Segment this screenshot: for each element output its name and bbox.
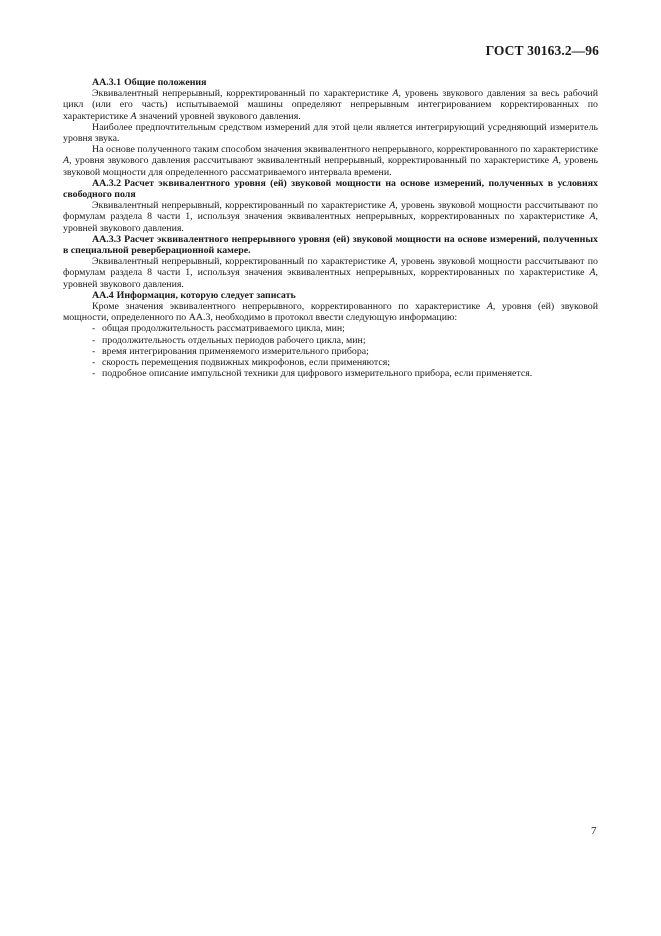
- document-header: ГОСТ 30163.2—96: [485, 43, 599, 58]
- list-dash: -: [92, 323, 96, 335]
- section-number: АА.3.1: [92, 77, 122, 88]
- list-dash: -: [92, 357, 96, 369]
- section-title: Общие положения: [124, 77, 207, 88]
- paragraph: Эквивалентный непрерывный, корректированный по характеристике A, уровень звукового давления за весь рабочий цикл (или его часть) испытываемой машины определяют непрерывным интегрированием корректированных по характеристике A значений уровней звукового давления.: [63, 88, 598, 122]
- list-item-text: время интегрирования применяемого измерительного прибора;: [102, 345, 369, 357]
- paragraph: На основе полученного таким способом значения эквивалентного непрерывного, корректированного по характеристике A, уровня звукового давления рассчитывают эквивалентный непрерывный, корректированный по характеристике A, уровень звуковой мощности для определенного рассматриваемого интервала времени.: [63, 144, 598, 178]
- info-list: [63, 323, 598, 379]
- list-item-text: подробное описание импульсной техники для цифрового измерительного прибора, если применяется.: [102, 368, 533, 380]
- list-item: [92, 335, 598, 346]
- list-item-text: общая продолжительность рассматриваемого цикла, мин;: [102, 323, 345, 335]
- section-heading: [63, 178, 598, 200]
- paragraph: Эквивалентный непрерывный, корректированный по характеристике A, уровень звуковой мощности рассчитывают по формулам раздела 8 части 1, используя значения эквивалентных непрерывных, корректированных по характеристике A, уровней звукового давления.: [63, 256, 598, 290]
- section-heading: [63, 290, 598, 301]
- list-dash: -: [92, 334, 96, 346]
- section-number: АА.3.2: [92, 177, 122, 189]
- list-dash: -: [92, 345, 96, 357]
- list-item: [92, 346, 598, 357]
- section-title: Расчет эквивалентного уровня (ей) звуковой мощности на основе измерений, полученных в условиях свободного поля: [63, 177, 598, 201]
- paragraph: Кроме значения эквивалентного непрерывного, корректированного по характеристике A, уровня (ей) звуковой мощности, определенного по АА.3, необходимо в протокол ввести следующую информацию:: [63, 301, 599, 324]
- section-heading: [63, 77, 598, 88]
- list-dash: -: [92, 368, 96, 380]
- list-item: [92, 323, 598, 334]
- section-number: АА.4: [92, 289, 114, 301]
- list-item: [92, 357, 598, 368]
- paragraph: Наиболее предпочтительным средством измерений для этой цели является интегрирующий усредняющий измеритель уровня звука.: [63, 121, 598, 145]
- list-item-text: продолжительность отдельных периодов рабочего цикла, мин;: [102, 334, 366, 346]
- section-title: Информация, которую следует записать: [116, 289, 296, 301]
- section-heading: [63, 234, 598, 256]
- page-number: 7: [591, 825, 597, 837]
- section-number: АА.3.3: [92, 233, 122, 245]
- document-body: [63, 77, 598, 379]
- list-item: [92, 368, 598, 379]
- section-title: Расчет эквивалентного непрерывного уровня (ей) звуковой мощности на основе измерений, полученных в специальной реверберационной камере.: [63, 233, 598, 257]
- paragraph: Эквивалентный непрерывный, корректированный по характеристике A, уровень звуковой мощности рассчитывают по формулам раздела 8 части 1, используя значения эквивалентных непрерывных, корректированных по характеристике A, уровней звукового давления.: [63, 200, 598, 234]
- list-item-text: скорость перемещения подвижных микрофонов, если применяются;: [102, 357, 391, 369]
